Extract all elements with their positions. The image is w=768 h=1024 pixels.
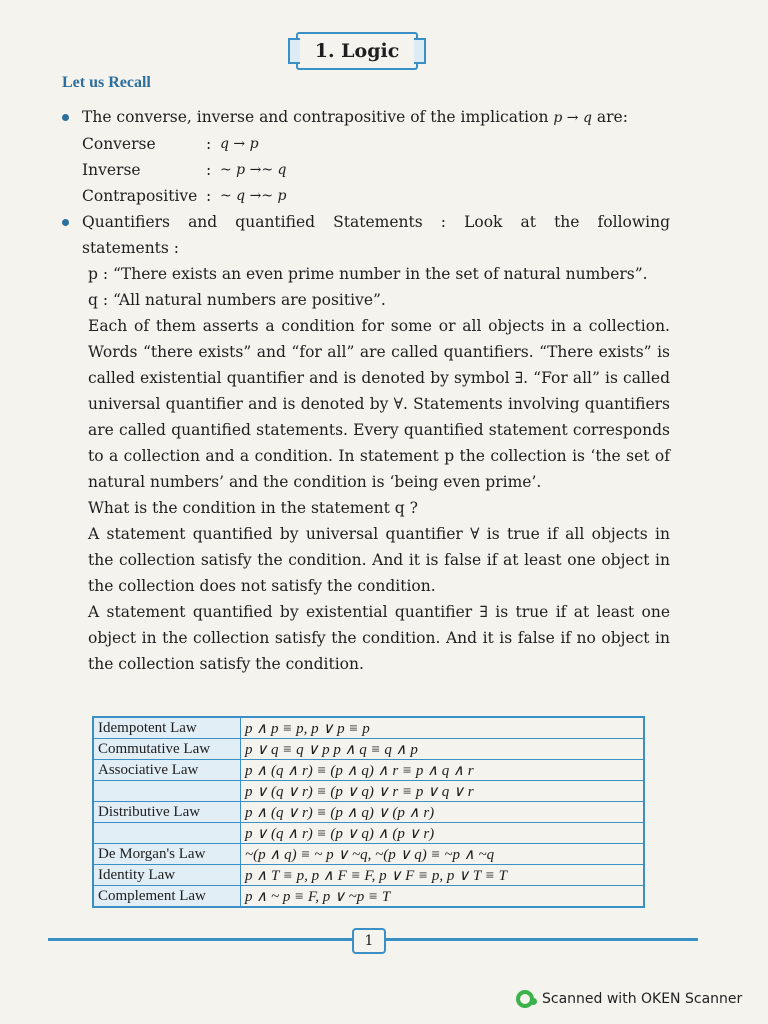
implication-formula: p → q: [553, 110, 592, 126]
law-name: Commutative Law: [93, 739, 241, 760]
law-formula: p ∨ (q ∧ r) ≡ (p ∨ q) ∧ (p ∨ r): [241, 823, 645, 844]
law-formula: p ∧ (q ∧ r) ≡ (p ∧ q) ∧ r ≡ p ∧ q ∧ r: [241, 760, 645, 781]
def-value: q → p: [220, 136, 259, 152]
oken-logo-icon: [516, 990, 534, 1008]
law-formula: p ∨ q ≡ q ∨ p p ∧ q ≡ q ∧ p: [241, 739, 645, 760]
statement-p: p : “There exists an even prime number in the set of natural numbers”.: [88, 265, 648, 283]
implication-text: The converse, inverse and contrapositive of the implication: [82, 108, 549, 126]
def-separator: :: [206, 135, 212, 153]
def-label: Inverse: [82, 161, 141, 179]
table-row: [93, 781, 644, 802]
def-label: Contrapositive: [82, 187, 198, 205]
table-row: [93, 717, 644, 739]
scanner-text: Scanned with OKEN Scanner: [542, 991, 743, 1007]
law-name: Associative Law: [93, 760, 241, 781]
chapter-title: 1. Logic: [314, 40, 400, 62]
def-value: ~ q →~ p: [220, 188, 287, 204]
law-formula: p ∧ (q ∨ r) ≡ (p ∧ q) ∨ (p ∧ r): [241, 802, 645, 823]
paragraph-quantifiers: Each of them asserts a condition for some or all objects in a collection. Words “there exists” and “for all” are called quantifiers. “There exists” is called existential quantifier and is denoted by symbol ∃. “For all” is called universal quantifier and is denoted by ∀. Statements involving quantifiers are called quantified statements. Every quantified statement corresponds to a collection and a condition. In statement p the collection is ‘the set of natural numbers’ and the condition is ‘being even prime’.: [88, 317, 670, 491]
quantifiers-line2: statements :: [82, 239, 180, 257]
law-name: Idempotent Law: [93, 717, 241, 739]
law-formula: p ∧ ~ p ≡ F, p ∨ ~p ≡ T: [241, 886, 645, 908]
bullet-quantifiers: [62, 209, 670, 261]
bullet-implication: [62, 104, 670, 131]
table-row: [93, 865, 644, 886]
section-heading: Let us Recall: [62, 74, 151, 91]
table-row: [93, 823, 644, 844]
law-name: Identity Law: [93, 865, 241, 886]
main-content: [62, 104, 670, 677]
table-row: [93, 844, 644, 865]
question-condition: What is the condition in the statement q ?: [88, 499, 418, 517]
paragraph-universal: A statement quantified by universal quantifier ∀ is true if all objects in the collection satisfy the condition. And it is false if at least one object in the collection does not satisfy the condition.: [88, 525, 670, 595]
quantifiers-line1: Quantifiers and quantified Statements : Look at the following: [82, 213, 670, 231]
law-name: Distributive Law: [93, 802, 241, 823]
def-converse: [62, 131, 670, 157]
chapter-title-box: [296, 32, 418, 70]
table-row: [93, 886, 644, 908]
table-row: [93, 760, 644, 781]
paragraph-existential: A statement quantified by existential quantifier ∃ is true if at least one object in the collection satisfy the condition. And it is false if no object in the collection satisfy the condition.: [88, 603, 670, 673]
law-name: [93, 781, 241, 802]
def-value: ~ p →~ q: [220, 162, 287, 178]
def-separator: :: [206, 187, 212, 205]
bullet-icon: [62, 219, 69, 226]
law-formula: ~(p ∧ q) ≡ ~ p ∨ ~q, ~(p ∨ q) ≡ ~p ∧ ~q: [241, 844, 645, 865]
bullet-icon: [62, 114, 69, 121]
def-label: Converse: [82, 135, 156, 153]
law-formula: p ∨ (q ∨ r) ≡ (p ∨ q) ∨ r ≡ p ∨ q ∨ r: [241, 781, 645, 802]
law-name: [93, 823, 241, 844]
law-formula: p ∧ p ≡ p, p ∨ p ≡ p: [241, 717, 645, 739]
page-number: 1: [352, 928, 386, 954]
implication-tail: are:: [596, 108, 628, 126]
statement-q: q : “All natural numbers are positive”.: [88, 291, 386, 309]
table-row: [93, 739, 644, 760]
scanner-watermark: [516, 990, 742, 1008]
def-separator: :: [206, 161, 212, 179]
law-name: De Morgan's Law: [93, 844, 241, 865]
def-contrapositive: [62, 183, 670, 209]
laws-table: [92, 716, 645, 908]
table-row: [93, 802, 644, 823]
law-name: Complement Law: [93, 886, 241, 908]
def-inverse: [62, 157, 670, 183]
law-formula: p ∧ T ≡ p, p ∧ F ≡ F, p ∨ F ≡ p, p ∨ T ≡ T: [241, 865, 645, 886]
